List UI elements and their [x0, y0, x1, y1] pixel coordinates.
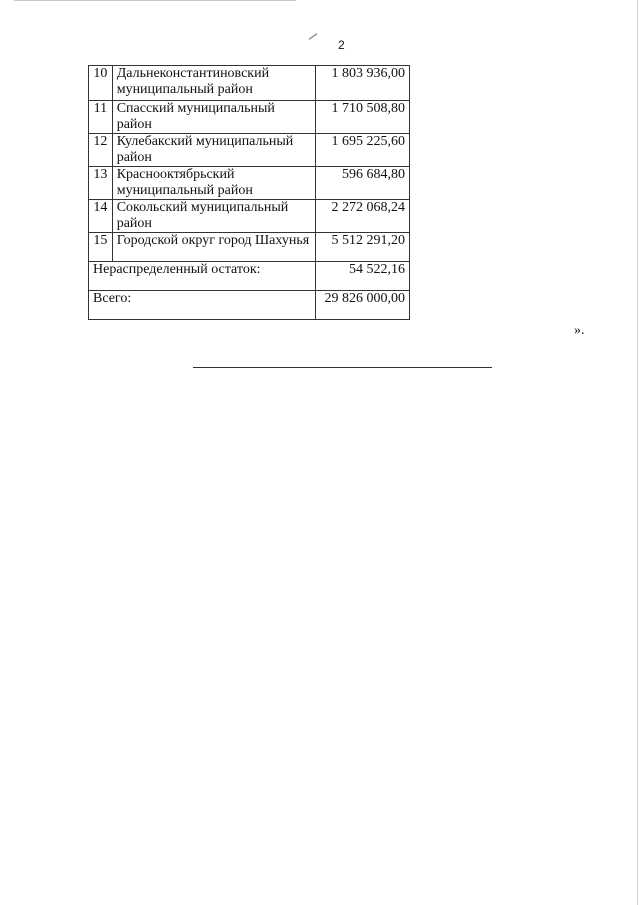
- row-number: 11: [89, 101, 113, 134]
- row-district-name: Сокольский муниципальный район: [112, 200, 315, 233]
- row-amount: 1 710 508,80: [315, 101, 409, 134]
- total-amount: 29 826 000,00: [315, 291, 409, 320]
- page-edge-right: [637, 0, 638, 905]
- closing-quote: ».: [574, 323, 585, 338]
- table-row: [89, 167, 410, 200]
- scan-mark: [309, 33, 318, 40]
- row-district-name: Дальнеконстантиновский муниципальный район: [112, 66, 315, 101]
- table-row: [89, 233, 410, 262]
- row-amount: 1 695 225,60: [315, 134, 409, 167]
- row-district-name: Спасский муниципальный район: [112, 101, 315, 134]
- page-edge-top: [14, 0, 296, 1]
- unallocated-row: [89, 262, 410, 291]
- closing-rule: [193, 367, 492, 368]
- row-number: 14: [89, 200, 113, 233]
- row-amount: 1 803 936,00: [315, 66, 409, 101]
- total-label: Всего:: [89, 291, 316, 320]
- row-district-name: Краснооктябрьский муниципальный район: [112, 167, 315, 200]
- page-number: 2: [338, 38, 345, 52]
- row-number: 10: [89, 66, 113, 101]
- row-number: 15: [89, 233, 113, 262]
- table-row: [89, 134, 410, 167]
- row-district-name: Кулебакский муниципальный район: [112, 134, 315, 167]
- table-row: [89, 101, 410, 134]
- total-row: [89, 291, 410, 320]
- row-district-name: Городской округ город Шахунья: [112, 233, 315, 262]
- row-number: 12: [89, 134, 113, 167]
- unallocated-label: Нераспределенный остаток:: [89, 262, 316, 291]
- table-row: [89, 66, 410, 101]
- row-amount: 2 272 068,24: [315, 200, 409, 233]
- allocation-table: [88, 65, 410, 320]
- unallocated-amount: 54 522,16: [315, 262, 409, 291]
- row-amount: 596 684,80: [315, 167, 409, 200]
- row-number: 13: [89, 167, 113, 200]
- row-amount: 5 512 291,20: [315, 233, 409, 262]
- table-row: [89, 200, 410, 233]
